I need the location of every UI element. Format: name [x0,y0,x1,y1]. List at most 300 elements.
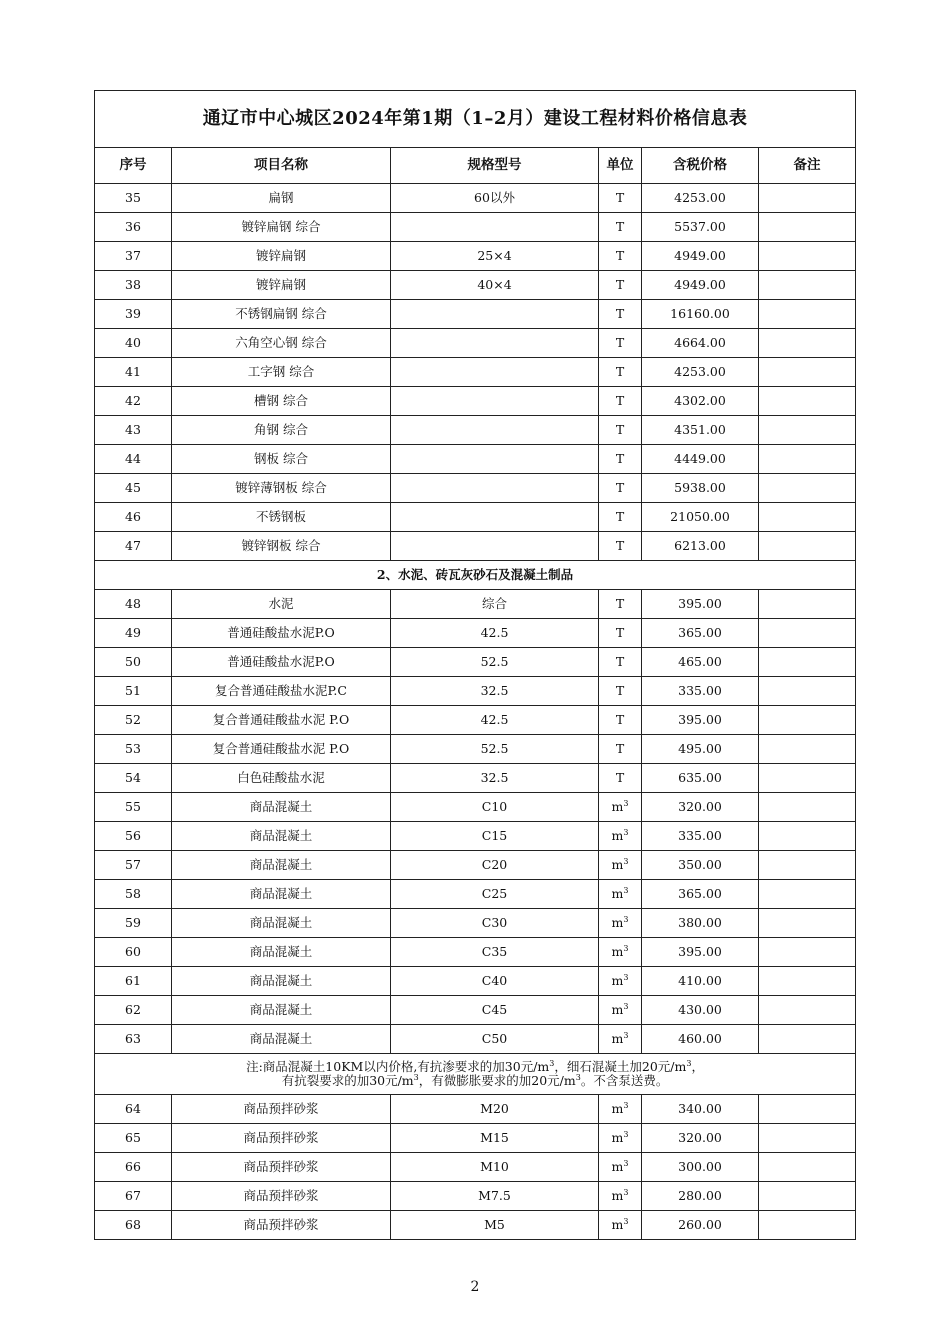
price-cell: 460.00 [642,1025,759,1054]
unit-cell [599,793,642,822]
unit-cell [599,532,642,561]
unit-cell [599,184,642,213]
seq-cell: 52 [95,706,172,735]
unit-text: m [611,1216,624,1232]
seq-cell: 53 [95,735,172,764]
unit-text: m [611,827,624,843]
spec-cell: C45 [391,996,599,1025]
name-cell: 不锈钢板 [172,503,391,532]
unit-cell [599,329,642,358]
name-cell: 商品预拌砂浆 [172,1153,391,1182]
spec-cell [391,329,599,358]
note-text: 。不含泵送费。 [580,1073,669,1088]
spec-cell: 52.5 [391,648,599,677]
seq-cell: 66 [95,1153,172,1182]
note-text: ，细石混凝土加20元/m [554,1058,687,1074]
table-row [95,967,856,996]
price-cell: 5537.00 [642,213,759,242]
unit-text: m [611,798,624,814]
table-row [95,474,856,503]
note-text: ， [691,1058,704,1074]
price-cell: 395.00 [642,938,759,967]
unit-cell [599,416,642,445]
cubic-exponent: 3 [575,1072,581,1082]
name-cell: 商品混凝土 [172,793,391,822]
remark-cell [759,416,856,445]
spec-cell [391,474,599,503]
table-row [95,387,856,416]
remark-cell [759,474,856,503]
price-cell: 4253.00 [642,184,759,213]
price-cell: 410.00 [642,967,759,996]
price-cell: 320.00 [642,1124,759,1153]
unit-text: T [615,479,625,495]
table-row [95,329,856,358]
seq-cell: 45 [95,474,172,503]
unit-text: T [615,189,625,205]
unit-text: m [611,1129,624,1145]
unit-cell [599,1095,642,1124]
remark-cell [759,1211,856,1240]
table-row [95,213,856,242]
unit-text: T [615,421,625,437]
spec-cell: C50 [391,1025,599,1054]
unit-text: T [615,363,625,379]
unit-text: m [611,1158,624,1174]
remark-cell [759,735,856,764]
name-cell: 水泥 [172,590,391,619]
remark-cell [759,677,856,706]
table-row [95,1025,856,1054]
name-cell: 六角空心钢 综合 [172,329,391,358]
unit-cell [599,387,642,416]
price-cell: 335.00 [642,822,759,851]
remark-cell [759,358,856,387]
table-row [95,1124,856,1153]
name-cell: 商品混凝土 [172,851,391,880]
spec-cell: 42.5 [391,619,599,648]
seq-cell: 61 [95,967,172,996]
name-cell: 商品混凝土 [172,967,391,996]
remark-cell [759,619,856,648]
price-cell: 340.00 [642,1095,759,1124]
unit-text: m [611,1030,624,1046]
header-seq: 序号 [95,148,172,184]
unit-cell [599,764,642,793]
cubic-exponent: 3 [623,1030,629,1040]
remark-cell [759,445,856,474]
price-cell: 5938.00 [642,474,759,503]
price-cell: 300.00 [642,1153,759,1182]
cubic-exponent: 3 [623,1100,629,1110]
cubic-exponent: 3 [623,856,629,866]
unit-cell [599,735,642,764]
unit-text: T [615,624,625,640]
table-row [95,706,856,735]
seq-cell: 54 [95,764,172,793]
unit-text: m [611,914,624,930]
name-cell: 复合普通硅酸盐水泥 P.O [172,706,391,735]
name-cell: 商品混凝土 [172,909,391,938]
price-cell: 495.00 [642,735,759,764]
remark-cell [759,532,856,561]
unit-text: m [611,1187,624,1203]
unit-cell [599,213,642,242]
table-row [95,1095,856,1124]
remark-cell [759,590,856,619]
unit-text: T [615,450,625,466]
name-cell: 普通硅酸盐水泥P.O [172,619,391,648]
note-text: 有抗裂要求的加30元/m [281,1073,414,1088]
cubic-exponent: 3 [549,1058,555,1068]
seq-cell: 67 [95,1182,172,1211]
table-row [95,590,856,619]
name-cell: 角钢 综合 [172,416,391,445]
note-text: ，有微膨胀要求的加20元/m [418,1073,576,1088]
spec-cell [391,532,599,561]
price-cell: 4664.00 [642,329,759,358]
unit-text: T [615,769,625,785]
table-row [95,648,856,677]
name-cell: 镀锌钢板 综合 [172,532,391,561]
remark-cell [759,938,856,967]
remark-cell [759,242,856,271]
spec-cell: 25×4 [391,242,599,271]
table-row [95,996,856,1025]
cubic-exponent: 3 [623,1158,629,1168]
price-cell: 21050.00 [642,503,759,532]
header-price: 含税价格 [642,148,759,184]
spec-cell: 32.5 [391,677,599,706]
cubic-exponent: 3 [623,972,629,982]
spec-cell: M20 [391,1095,599,1124]
header-remark: 备注 [759,148,856,184]
table-row [95,822,856,851]
price-cell: 395.00 [642,590,759,619]
table-row [95,909,856,938]
table-row [95,271,856,300]
price-cell: 4253.00 [642,358,759,387]
spec-cell: C35 [391,938,599,967]
remark-cell [759,184,856,213]
header-name: 项目名称 [172,148,391,184]
remark-cell [759,1095,856,1124]
unit-text: T [615,711,625,727]
name-cell: 商品混凝土 [172,1025,391,1054]
spec-cell: C25 [391,880,599,909]
spec-cell [391,445,599,474]
remark-cell [759,271,856,300]
remark-cell [759,822,856,851]
unit-text: T [615,682,625,698]
note-cell [95,1054,856,1095]
seq-cell: 41 [95,358,172,387]
remark-cell [759,1153,856,1182]
price-cell: 365.00 [642,619,759,648]
seq-cell: 59 [95,909,172,938]
seq-cell: 46 [95,503,172,532]
unit-cell [599,677,642,706]
seq-cell: 58 [95,880,172,909]
name-cell: 镀锌扁钢 [172,242,391,271]
unit-text: T [615,508,625,524]
seq-cell: 63 [95,1025,172,1054]
name-cell: 商品混凝土 [172,938,391,967]
table-row [95,445,856,474]
table-row [95,1182,856,1211]
unit-text: m [611,1001,624,1017]
price-cell: 4949.00 [642,271,759,300]
seq-cell: 47 [95,532,172,561]
cubic-exponent: 3 [413,1072,419,1082]
unit-cell [599,909,642,938]
spec-cell [391,503,599,532]
seq-cell: 43 [95,416,172,445]
unit-cell [599,300,642,329]
remark-cell [759,851,856,880]
spec-cell: 32.5 [391,764,599,793]
name-cell: 钢板 综合 [172,445,391,474]
unit-cell [599,996,642,1025]
spec-cell: 综合 [391,590,599,619]
spec-cell: 52.5 [391,735,599,764]
unit-text: T [615,653,625,669]
table-row [95,358,856,387]
unit-cell [599,271,642,300]
seq-cell: 35 [95,184,172,213]
name-cell: 商品混凝土 [172,822,391,851]
remark-cell [759,1025,856,1054]
price-table [94,90,856,1240]
remark-cell [759,880,856,909]
unit-cell [599,706,642,735]
unit-text: T [615,305,625,321]
seq-cell: 40 [95,329,172,358]
spec-cell: C30 [391,909,599,938]
note-text: 注:商品混凝土10KM以内价格,有抗渗要求的加30元/m [246,1058,550,1074]
seq-cell: 42 [95,387,172,416]
price-cell: 465.00 [642,648,759,677]
remark-cell [759,967,856,996]
seq-cell: 55 [95,793,172,822]
spec-cell: M15 [391,1124,599,1153]
price-cell: 395.00 [642,706,759,735]
price-cell: 635.00 [642,764,759,793]
table-row [95,793,856,822]
name-cell: 复合普通硅酸盐水泥 P.O [172,735,391,764]
name-cell: 商品预拌砂浆 [172,1124,391,1153]
unit-cell [599,242,642,271]
unit-text: m [611,856,624,872]
remark-cell [759,996,856,1025]
seq-cell: 65 [95,1124,172,1153]
unit-cell [599,938,642,967]
name-cell: 镀锌扁钢 综合 [172,213,391,242]
unit-cell [599,503,642,532]
table-row [95,184,856,213]
spec-cell [391,416,599,445]
seq-cell: 36 [95,213,172,242]
cubic-exponent: 3 [623,827,629,837]
unit-cell [599,822,642,851]
spec-cell [391,358,599,387]
remark-cell [759,793,856,822]
cubic-exponent: 3 [623,1129,629,1139]
unit-cell [599,880,642,909]
table-title: 通辽市中心城区2024年第1期（1–2月）建设工程材料价格信息表 [95,91,856,148]
cubic-exponent: 3 [623,798,629,808]
seq-cell: 64 [95,1095,172,1124]
cubic-exponent: 3 [623,1187,629,1197]
unit-cell [599,1124,642,1153]
seq-cell: 51 [95,677,172,706]
remark-cell [759,329,856,358]
unit-cell [599,1025,642,1054]
remark-cell [759,213,856,242]
table-row [95,764,856,793]
spec-cell: M7.5 [391,1182,599,1211]
unit-cell [599,1211,642,1240]
unit-text: T [615,392,625,408]
spec-cell [391,300,599,329]
unit-text: T [615,334,625,350]
spec-cell: M10 [391,1153,599,1182]
name-cell: 商品混凝土 [172,880,391,909]
spec-cell: 40×4 [391,271,599,300]
seq-cell: 68 [95,1211,172,1240]
name-cell: 不锈钢扁钢 综合 [172,300,391,329]
unit-text: m [611,1100,624,1116]
name-cell: 扁钢 [172,184,391,213]
name-cell: 镀锌扁钢 [172,271,391,300]
remark-cell [759,764,856,793]
header-spec: 规格型号 [391,148,599,184]
name-cell: 槽钢 综合 [172,387,391,416]
spec-cell: 60以外 [391,184,599,213]
table-row [95,677,856,706]
unit-cell [599,967,642,996]
spec-cell: M5 [391,1211,599,1240]
unit-text: T [615,740,625,756]
page-number: 2 [470,1279,480,1295]
price-cell: 4351.00 [642,416,759,445]
unit-text: T [615,595,625,611]
name-cell: 复合普通硅酸盐水泥P.C [172,677,391,706]
spec-cell: C40 [391,967,599,996]
table-row [95,880,856,909]
cubic-exponent: 3 [623,1001,629,1011]
cubic-exponent: 3 [623,885,629,895]
table-row [95,851,856,880]
table-row [95,532,856,561]
remark-cell [759,648,856,677]
table-row [95,503,856,532]
price-cell: 4449.00 [642,445,759,474]
price-cell: 380.00 [642,909,759,938]
seq-cell: 48 [95,590,172,619]
unit-text: T [615,247,625,263]
cubic-exponent: 3 [686,1058,692,1068]
unit-cell [599,619,642,648]
remark-cell [759,387,856,416]
spec-cell: 42.5 [391,706,599,735]
note-row [95,1054,856,1095]
price-cell: 4302.00 [642,387,759,416]
header-unit: 单位 [599,148,642,184]
price-cell: 16160.00 [642,300,759,329]
seq-cell: 39 [95,300,172,329]
name-cell: 白色硅酸盐水泥 [172,764,391,793]
table-row [95,735,856,764]
name-cell: 工字钢 综合 [172,358,391,387]
name-cell: 商品预拌砂浆 [172,1095,391,1124]
unit-text: T [615,218,625,234]
table-row [95,619,856,648]
name-cell: 普通硅酸盐水泥P.O [172,648,391,677]
remark-cell [759,706,856,735]
cubic-exponent: 3 [623,943,629,953]
unit-cell [599,1182,642,1211]
price-cell: 260.00 [642,1211,759,1240]
unit-cell [599,648,642,677]
remark-cell [759,300,856,329]
unit-cell [599,851,642,880]
seq-cell: 56 [95,822,172,851]
seq-cell: 44 [95,445,172,474]
unit-text: m [611,943,624,959]
section-row [95,561,856,590]
unit-cell [599,474,642,503]
name-cell: 商品预拌砂浆 [172,1211,391,1240]
unit-cell [599,590,642,619]
cubic-exponent: 3 [623,1216,629,1226]
price-cell: 320.00 [642,793,759,822]
spec-cell [391,387,599,416]
seq-cell: 60 [95,938,172,967]
table-row [95,938,856,967]
spec-cell: C10 [391,793,599,822]
name-cell: 商品预拌砂浆 [172,1182,391,1211]
table-row [95,416,856,445]
table-row [95,242,856,271]
spec-cell: C20 [391,851,599,880]
seq-cell: 62 [95,996,172,1025]
seq-cell: 37 [95,242,172,271]
unit-text: T [615,537,625,553]
unit-cell [599,358,642,387]
table-row [95,300,856,329]
remark-cell [759,503,856,532]
seq-cell: 50 [95,648,172,677]
cubic-exponent: 3 [623,914,629,924]
price-cell: 4949.00 [642,242,759,271]
unit-text: T [615,276,625,292]
section-heading: 2、水泥、砖瓦灰砂石及混凝土制品 [95,561,856,590]
spec-cell: C15 [391,822,599,851]
unit-text: m [611,972,624,988]
table-row [95,1211,856,1240]
seq-cell: 57 [95,851,172,880]
remark-cell [759,1124,856,1153]
name-cell: 商品混凝土 [172,996,391,1025]
unit-text: m [611,885,624,901]
header-row [95,148,856,184]
price-cell: 280.00 [642,1182,759,1211]
unit-cell [599,1153,642,1182]
spec-cell [391,213,599,242]
remark-cell [759,1182,856,1211]
price-cell: 6213.00 [642,532,759,561]
